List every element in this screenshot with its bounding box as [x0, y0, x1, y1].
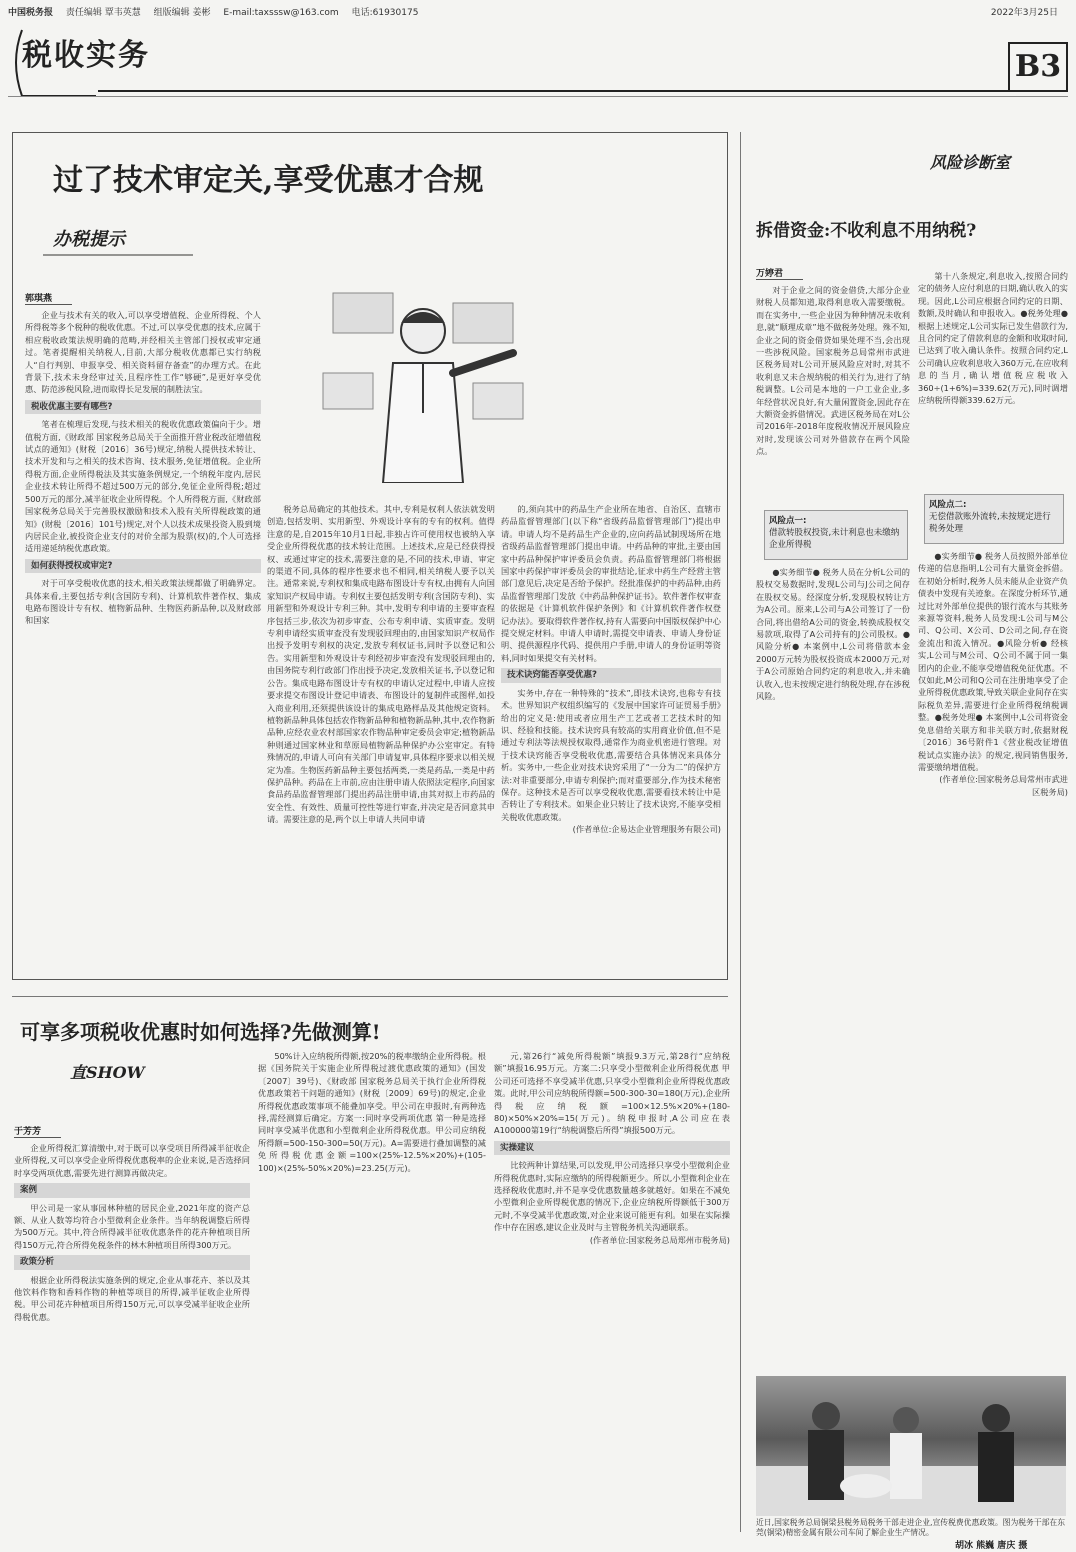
subheading: 政策分析 [14, 1255, 250, 1269]
column-logo: 直SHOW [70, 1063, 145, 1082]
photo-caption: 近日,国家税务总局铜梁县税务局税务干部走进企业,宣传税费优惠政策。图为税务干部在东莞(铜梁)精密金属有限公司车间了解企业生产情况。 [756, 1518, 1066, 1537]
paragraph: 根据企业所得税法实施条例的规定,企业从事花卉、茶以及其他饮料作物和香料作物的种植等项目的所得,减半征收企业所得税。甲公司花卉种植项目所得150万元,可以享受减半征收企业所得税优惠。 [14, 1274, 250, 1322]
paragraph: ●实务细节● 税务人员按照外部单位传递的信息指明,L公司有大量资金拆借。在初始分析时,税务人员未能从企业资产负债表中发现有关迹象。在深度分析环节,通过比对外部单位提供的银行流水与其账务来源等资料,税务人员发现:L公司与M公司、Q公司、X公司、D公司之间,存在资金流出和流入情况。●风险分析● 经核实,L公司与M公司、Q公司不属于同一集团内的企业,不能享受增值税免征优惠。不仅如此,M公司和Q公司在注册地享受了企业所得税优惠政策,导致关联企业间存在实际税负差异,需要进行企业所得税纳税调整。●税务处理● 本案例中,L公司将资金免息借给关联方和非关联方时,依据财税〔2016〕36号附件1《营业税改征增值税试点实施办法》的规定,视同销售服务,需要缴纳增值税。 [918, 551, 1068, 772]
subheading: 税收优惠主要有哪些? [25, 400, 261, 414]
phone: 电话:61930175 [351, 8, 419, 18]
paragraph: 的,须向其中的药品生产企业所在地省、自治区、直辖市药品监督管理部门(以下称“省级药品监督管理部门”)提出申请。申请人均不是药品生产企业的,应向药品试制现场所在地省级药品监督管理部门提出申请。中药品种的审批,主要由国家中药品种保护审评委员会负责。药品监督管理部门将根据国家中药保护审评委员会的审批结论,征求中药生产经营主管部门意见后,决定是否给予保护。经批准保护的中药品种,由药品监督管理部门发放《中药品种保护证书》。软件著作权审查的依据是《计算机软件保护条例》和《计算机软件著作权登记办法》。要取得软件著作权,持有人需要向中国版权保护中心提交规定材料。申请人申请时,需提交申请表、申请人身份证明、提供源程序代码、提供用户手册,申请人的身份证明等资料,同时如果提交有关材料。 [501, 504, 721, 663]
header-rule-thin [8, 96, 1068, 97]
risk-label: 风险点一: [769, 516, 807, 526]
paragraph: 企业所得税汇算清缴中,对于既可以享受项目所得减半征收企业所得税,又可以享受企业所得税优惠税率的企业来说,是否选择同时享受两项优惠,需要先进行测算再做决定。 [14, 1143, 250, 1178]
author-affiliation: (作者单位:国家税务总局郑州市税务局) [589, 1234, 730, 1245]
paragraph: 比较两种计算结果,可以发现,甲公司选择只享受小型微利企业所得税优惠时,实际应缴纳的所得税额更少。所以,小型微利企业在选择税收优惠时,并不是享受优惠数量越多就越好。如果在不减免小型微利企业所得税优惠的情况下,企业应纳税所得额低于300万元时,不享受减半优惠政策,对企业来说可能更有利。如果在实际操作中存在困惑,建议企业及时与主管税务机关沟通联系。 [494, 1160, 730, 1233]
subheading: 案例 [14, 1183, 250, 1197]
article-column-1 [14, 1142, 250, 1538]
issue-date: 2022年3月25日 [990, 8, 1058, 18]
risk-text: 借款转股权投资,未计利息也未缴纳企业所得税 [769, 528, 900, 550]
risk-box-1 [764, 510, 908, 560]
layout-editor: 组版编辑 姜彬 [153, 8, 211, 18]
column-logo: 办税提示 [53, 229, 125, 250]
article-column-1 [756, 284, 910, 500]
paragraph: 企业与技术有关的收入,可以享受增值税、企业所得税、个人所得税等多个税种的税收优惠。不过,可以享受优惠的技术,应属于相应税收政策法规明确的范畴,并经相关主管部门授权或审定通过。笔者提醒相关纳税人,目前,大部分税收优惠都已实行纳税人“自行判别、申报享受、相关资料留存备查”的办理方式。在此背景下,技术未身经审过关,且程序性工作“够硬”,是更好享受优惠、防范涉税风险,进而取得长足发展的制胜法宝。 [25, 310, 261, 395]
author: 于芳芳 [14, 1124, 61, 1138]
author-affiliation: (作者单位:国家税务总局常州市武进区税务局) [939, 774, 1068, 797]
article-title: 拆借资金:不收利息不用纳税? [756, 221, 977, 241]
paragraph: 对于企业之间的资金借贷,大部分企业财税人员都知道,取得利息收入需要缴税。而在实务中,一些企业因为种种情况未收利息,就“顺理成章”地不做税务处理。殊不知,企业之间的资金借贷如果处理不当,会出现一些涉税风险。国家税务总局常州市武进区税务局对L公司开展风险应对时,对其不收利息又未合规纳税的相关行为,进行了纳税调整。L公司是本地的一户工业企业,多年经营状况良好,有大量闲置资金,因此存在大额资金拆借情况。武进区税务局在对L公司2016年-2018年度税收情况开展风险应对时,发现该公司对外借款存在两个风险点。 [756, 285, 910, 457]
paragraph: 笔者在梳理后发现,与技术相关的税收优惠政策偏向于少。增值税方面,《财政部 国家税务总局关于全面推开营业税改征增值税试点的通知》(财税〔2016〕36号)规定,纳税人提供技术转让、技术开发和与之相关的技术咨询、技术服务,免征增值税。企业所得税方面,企业所得税法及其实施条例规定,一个纳税年度内,居民企业技术转让所得不超过500万元的部分,免征企业所得税;超过500万元的部分,减半征收企业所得税。个人所得税方面,《财政部 国家税务总局关于完善股权激励和技术入股有关所得税政策的通知》(财税〔2016〕101号)规定,对个人以技术成果投资入股到境内居民企业,被投资企业支付的对价全部为股票(权)的,个人可选择适用递延纳税优惠政策。 [25, 419, 261, 554]
column-logo: 风险诊断室 [930, 153, 1011, 172]
photo-credit: 胡冰 熊巍 唐庆 摄 [955, 1541, 1028, 1551]
article-divider [12, 996, 728, 997]
article-column-3 [501, 503, 721, 973]
article-tech-review [12, 132, 728, 980]
article-column-2 [267, 503, 495, 973]
article-column-3 [494, 1050, 730, 1538]
paragraph: 对于可享受税收优惠的技术,相关政策法规都做了明确界定。具体来看,主要包括专利(含国防专利)、计算机软件著作权、集成电路布图设计专有权、植物新品种、生物医药新品种,以及财政部和国家 [25, 578, 261, 626]
article-column-2 [918, 270, 1068, 492]
man-pointing-illustration [313, 283, 533, 483]
article-title: 可享多项税收优惠时如何选择?先做测算! [20, 1020, 381, 1044]
article-column-2 [258, 1050, 486, 1538]
article-title: 过了技术审定关,享受优惠才合规 [53, 163, 484, 198]
section-header [8, 22, 1068, 102]
editor: 责任编辑 覃韦英慧 [65, 8, 141, 18]
risk-text: 无偿借款账外流转,未按规定进行税务处理 [929, 512, 1051, 534]
email: E-mail:taxsssw@163.com [223, 8, 339, 18]
subheading: 实操建议 [494, 1141, 730, 1155]
paragraph: 50%计入应纳税所得额,按20%的税率缴纳企业所得税。根据《国务院关于实施企业所得税过渡优惠政策的通知》(国发〔2007〕39号)、《财政部 国家税务总局关于执行企业所得税优惠政策若干问题的通知》(财税〔2009〕69号)的规定,企业所得税优惠政策事项不能叠加享受。甲公司在申报时,有两种选择,需经测算后确定。方案一:同时享受两项优惠 第一种是选择同时享受减半优惠和小型微利企业所得税优惠。甲公司应纳税所得额=500-150-300=50(万元)。A=需要进行叠加调整的减免所得税优惠金额=100×(25%-12.5%×20%)+(105-100)×(25%-50%×20%)=23.25(万元)。 [258, 1051, 486, 1173]
paper-name: 中国税务报 [8, 8, 54, 18]
header-rule [98, 90, 1018, 92]
column-divider [740, 132, 741, 1532]
paragraph: 元,第26行“减免所得税额”填报9.3万元,第28行“应纳税额”填报16.95万元。方案二:只享受小型微利企业所得税优惠 甲公司还可选择不享受减半优惠,只享受小型微利企业所得税优惠政策。此时,甲公司应纳税所得额=500-300-30=180(万元),企业所得税应纳税额=100×12.5%×20%+(180-80)×50%×20%=15(万元)。纳税申报时,A公司应在表A100000第19行“纳税调整后所得”填报500万元。 [494, 1051, 730, 1136]
masthead-bar [8, 6, 1068, 20]
author: 万婷君 [756, 266, 803, 280]
paragraph: 实务中,存在一种特殊的“技术”,即技术诀窍,也称专有技术。世界知识产权组织编写的《发展中国家许可证贸易手册》给出的定义是:使用或者应用生产工艺或者工艺技术时的知识、经验和技能。技术诀窍具有较高的实用商业价值,但不是通过专利法等法规授权取得,通常作为商业机密进行管理。对于技术诀窍能否享受税收优惠,需要结合具体情况来具体分析。实务中,一些企业对技术诀窍采用了“一分为二”的保护方法:对非重要部分,申请专利保护;而对重要部分,作为技术秘密保存。这种技术是否可以享受税收优惠,需要看技术转让中是否转让了专利技术。如果企业只转让了技术诀窍,不能享受相关税收优惠政策。 [501, 687, 721, 822]
page-number: B3 [1008, 42, 1068, 92]
subheading: 技术诀窍能否享受优惠? [501, 668, 721, 682]
paragraph: 甲公司是一家从事园林种植的居民企业,2021年度的资产总额、从业人数等均符合小型微利企业条件。当年纳税调整后所得为500万元。其中,符合所得减半征收优惠条件的花卉种植项目所得150万元,符合所得免税条件的林木种植项目所得300万元。 [14, 1202, 250, 1250]
paragraph: 税务总局确定的其他技术。其中,专利是权利人依法就发明创造,包括发明、实用新型、外观设计享有的专有的权利。值得注意的是,自2015年10月1日起,非独占许可使用权也被纳入享受企业所得税优惠的技术转让范围。上述技术,应是已经获得授权、或通过审定的技术,需要注意的是,不同的技术,申请、审定的渠道不同,具体的程序性要求也不相同,相关纳税人要予以关注。通常来说,专利权和集成电路布图设计专有权,由拥有人向国家知识产权局申请。专利权主要包括发明专利(含国防专利)、实用新型和外观设计专利三种。其中,发明专利申请的主要审查程序包括三步,依次为初步审查、公布专利申请、实质审查。发明专利申请经实质审查没有发现驳回理由的,由国家知识产权局作出授予发明专利权的决定,发放专利权证书,同时予以登记和公告。实用新型和外观设计专利经初步审查没有发现驳回理由的,由国务院专利行政部门作出授予决定,发放相关证书,予以登记和公告。集成电路布图设计专有权的申请认定过程中,申请人应按要求提交布图设计登记申请表、布图设计的复制件或图样,如投入商业利用,还须提供该设计的集成电路样品及其他规定资料。植物新品种具体包括农作物新品种和植物新品种,其中,农作物新品种,应经农业农村部国家农作物品种审定委员会审定;植物新品种则通过国家林业和草原局植物新品种保护办公室审定。有特殊情况的,申请人可向有关部门申请复审,具体程序要求以相关规定为准。生物医药新品种主要包括两类,一类是药品,一类是中药保护品种。药品在上市前,应由注册申请人依照法定程序,向国家食品药品监督管理部门提出药品注册申请,由其对拟上市药品的安全性、有效性、质量可控性等进行审查,并决定是否同意其申请。需要注意的是,两个以上申请人共同申请 [267, 504, 495, 825]
risk-label: 风险点二: [929, 500, 967, 510]
photo-people-icon [756, 1376, 1066, 1516]
risk-box-2 [924, 494, 1064, 544]
news-photo [756, 1376, 1066, 1516]
article-column-2b [918, 550, 1068, 1370]
subheading: 如何获得授权或审定? [25, 559, 261, 573]
author: 郭琪燕 [25, 291, 72, 305]
article-column-1 [25, 309, 261, 973]
paragraph: 第十八条规定,利息收入,按照合同约定的债务人应付利息的日期,确认收入的实现。因此,L公司应根据合同约定的日期、数额,及时确认和申报收入。●税务处理● 根据上述规定,L公司实际已发生借款行为,且合同约定了借款利息的金额和收取时间,已达到了收入确认条件。按照合同约定,L公司确认应收利息收入360万元,在应收利息的当月,确认增值税应税收入360÷(1+6%)=339.62(万元),同时调增应纳税所得额339.62万元。 [918, 271, 1068, 406]
article-column-1b [756, 566, 910, 1370]
paragraph: ●实务细节● 税务人员在分析L公司的股权交易数据时,发现L公司与J公司之间存在股权交易。经深度分析,发现股权转让方为A公司。原来,L公司与A公司签订了一份合同,将出借给A公司的资金,转换成股权交易款项,取得了A公司持有的J公司股权。●风险分析● 本案例中,L公司将借款本金2000万元转为股权投资成本2000万元,对于A公司原始合同约定的利息收入,并未确认收入,也未按规定进行纳税处理,存在涉税风险。 [756, 567, 910, 702]
logo-underline-icon [43, 251, 193, 259]
author-affiliation: (作者单位:企易达企业管理服务有限公司) [572, 824, 721, 835]
section-title: 税收实务 [22, 38, 150, 73]
